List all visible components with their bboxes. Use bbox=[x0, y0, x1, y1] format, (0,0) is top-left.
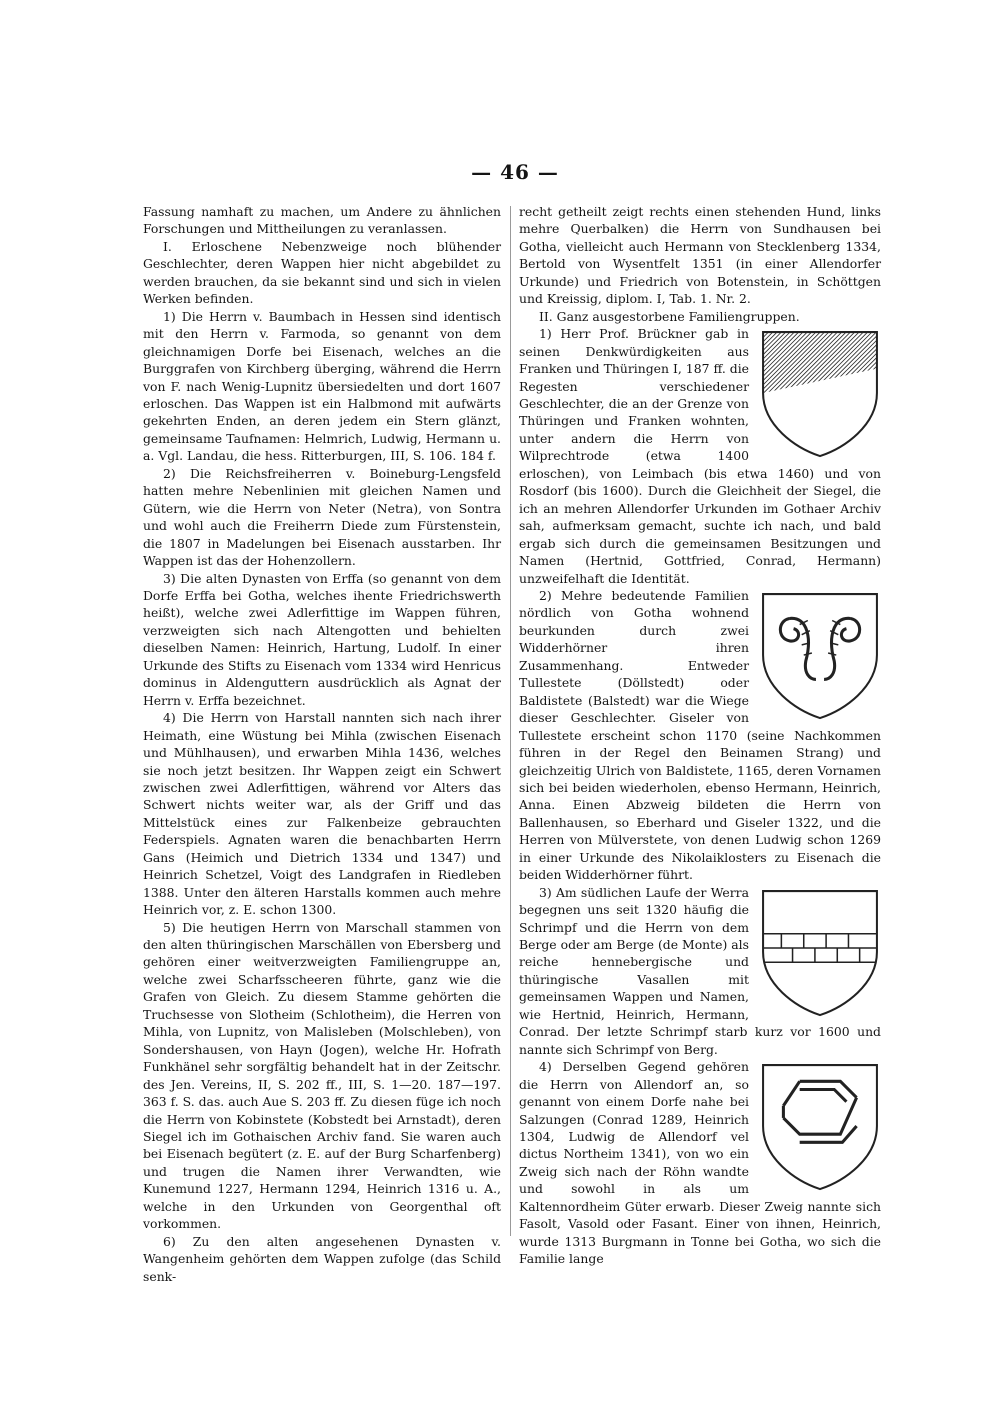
paragraph: 1) Die Herrn v. Baumbach in Hessen sind identisch mit den Herrn v. Farmoda, so genannt von dem gleichnamigen Dorfe bei Eisenach, welches an die Burggrafen von Kirchberg überging, während die Herrn von F. nach Wenig-Lupnitz übersiedelten und dort 1607 erloschen. Das Wappen ist ein Halbmond mit aufwärts gekehrten Enden, an deren jedem ein Stern glänzt, gemeinsame Taufnamen: Helmrich, Ludwig, Hermann u. a. Vgl. Landau, die hess. Ritterburgen, III, S. 106. 184 f. bbox=[143, 308, 501, 464]
right-column bbox=[519, 203, 881, 1268]
wall-shield-icon bbox=[759, 887, 881, 1019]
paragraph: 3) Die alten Dynasten von Erffa (so genannt von dem Dorfe Erffa bei Gotha, welches ihente Friedrichswerth heißt), welche zwei Adlerfittige im Wappen führen, verzweigten sich nach Altengotten und behielten dieselben Namen: Heinrich, Hartung, Ludolf. In einer Urkunde des Stifts zu Eisenach vom 1334 wird Henricus dominus in Aldenguttern ausdrücklich als Agnat der Herrn v. Erffa bezeichnet. bbox=[143, 570, 501, 708]
paragraph: 6) Zu den alten angesehenen Dynasten v. Wangenheim gehörten dem Wappen zufolge (das Schild senk- bbox=[143, 1233, 501, 1284]
column-divider bbox=[510, 206, 511, 1236]
bracket-shield-icon bbox=[759, 1061, 881, 1193]
paragraph: 4) Derselben Gegend gehören die Herrn von Allendorf an, so genannt von einem Dorfe nahe bei Salzungen (Conrad 1289, Heinrich 1304, Ludwig de Allendorf vel dictus Northeim 1341), von wo ein Zweig sich nach der Röhn wandte und sowohl in als um Kaltennordheim Güter erwarb. Dieser Zweig nannte sich Fasolt, Vasold oder Fasant. Einer von ihnen, Heinrich, wurde 1313 Burgmann in Tonne bei Gotha, wo sich die Familie lange bbox=[519, 1059, 881, 1267]
ram-horns-shield-icon bbox=[759, 590, 881, 722]
paragraph: recht getheilt zeigt rechts einen stehenden Hund, links mehre Querbalken) die Herrn von Sundhausen bei Gotha, vielleicht auch Hermann von Stecklenberg 1334, Bertold von Wysentfelt 1351 (in einer Allendorfer Urkunde) und Friedrich von Botenstein, in Schöttgen und Kreissig, diplom. I, Tab. 1. Nr. 2. bbox=[519, 204, 881, 307]
left-column bbox=[143, 203, 501, 1285]
section-heading: II. Ganz ausgestorbene Familiengruppen. bbox=[539, 308, 800, 324]
diagonal-hatched-shield-icon bbox=[759, 328, 881, 460]
paragraph: 5) Die heutigen Herrn von Marschall stammen von den alten thüringischen Marschällen von Ebersberg und gehören einer weitverzweigten Familiengruppe an, welche zwei Scharfsscheeren führte, ganz wie die Grafen von Gleich. Zu diesem Stamme gehörten die Truchsesse von Slotheim (Schlotheim), die Herren von Mihla, von Lupnitz, von Malisleben (Molschleben), von Sondershausen, von Hayn (Jogen), welche Hr. Hofrath Funkhänel sehr sorgfältig behandelt hat in der Zeitschr. des Jen. Vereins, II, S. 202 ff., III, S. 1—20. 187—197. 363 f. S. das. auch Aue S. 203 ff. Zu diesen füge ich noch die Herrn von Kobinstete (Kobstedt bei Arnstadt), deren Siegel ich im Gothaischen Archiv fand. Sie waren auch bei Eisenach begütert (z. E. auf der Burg Scharfenberg) und trugen die Namen ihrer Verwandten, wie Kunemund 1227, Hermann 1294, Heinrich 1316 u. A., welche in den Urkunden von Georgenthal oft vorkommen. bbox=[143, 919, 501, 1232]
paragraph: 1) Herr Prof. Brückner gab in seinen Denkwürdigkeiten aus Franken und Thüringen I, 187 ff. die Regesten verschiedener Geschlechter, die an der Grenze von Thüringen und Franken wohnten, unter andern die Herrn von Wilprechtrode (etwa 1400 erloschen), von Leimbach (bis etwa 1460) und von Rosdorf (bis 1600). Durch die Gleichheit der Siegel, die ich an mehren Allendorfer Urkunden im Gothaer Archiv sah, aufmerksam gemacht, suchte ich nach, und bald ergab sich durch die gemeinsamen Besitzungen und Namen (Hertnid, Gottfried, Conrad, Hermann) unzweifelhaft die Identität. bbox=[519, 326, 881, 586]
paragraph: 2) Mehre bedeutende Familien nördlich von Gotha wohnend beurkunden durch zwei Widderhörner ihren Zusammenhang. Entweder Tullestete (Döllstedt) oder Baldistete (Balstedt) war die Wiege dieser Geschlechter. Giseler von Tullestete erscheint schon 1170 (seine Nachkommen führen in der Regel den Beinamen Strang) und gleichzeitig Ulrich von Baldistete, 1165, deren Vornamen sich bei beiden wiederholen, ebenso Hermann, Heinrich, Anna. Einen Abzweig bildeten die Herrn von Ballenhausen, so Eberhard und Giseler 1322, und die Herren von Mülverstete, von denen Ludwig schon 1269 in einer Urkunde des Nikolaiklosters zu Eisenach die beiden Widderhörner führt. bbox=[519, 587, 881, 883]
paragraph: 3) Am südlichen Laufe der Werra begegnen uns seit 1320 häufig die Schrimpf und die Herrn von dem Berge oder am Berge (de Monte) als reiche hennebergische und thüringische Vasallen mit gemeinsamen Wappen und Namen, wie Hertnid, Heinrich, Hermann, Conrad. Der letzte Schrimpf starb kurz vor 1600 und nannte sich Schrimpf von Berg. bbox=[519, 884, 881, 1057]
section-heading: I. Erloschene Nebenzweige noch blühender Geschlechter, deren Wappen hier nicht abgebildet zu werden brauchen, da sie bekannt sind und sich in vielen Werken befinden. bbox=[143, 238, 501, 307]
page-number: — 46 — bbox=[471, 160, 559, 184]
paragraph: 2) Die Reichsfreiherren v. Boineburg-Lengsfeld hatten mehre Nebenlinien mit gleichen Namen und Gütern, wie die Herrn von Neter (Netra), von Sontra und wohl auch die Freiherrn Diede zum Fürstenstein, die 1807 in Madelungen bei Eisenach ausstarben. Ihr Wappen ist das der Hohenzollern. bbox=[143, 465, 501, 569]
paragraph: Fassung namhaft zu machen, um Andere zu ähnlichen Forschungen und Mittheilungen zu veranlassen. bbox=[143, 204, 501, 237]
paragraph: 4) Die Herrn von Harstall nannten sich nach ihrer Heimath, eine Wüstung bei Mihla (zwischen Eisenach und Mühlhausen), und erwarben Mihla 1436, welches sie noch jetzt besitzen. Ihr Wappen zeigt ein Schwert zwischen zwei Adlerfittigen, während vor Alters das Schwert nichts weiter war, als der Griff und das Mittelstück eines zur Falkenbeize gebrauchten Federspiels. Agnaten waren die benachbarten Herrn Gans (Heimich und Dietrich 1334 und 1347) und Heinrich Schetzel, Voigt des Landgrafen in Riedleben 1388. Unter den älteren Harstalls kommen auch mehre Heinrich vor, z. E. schon 1300. bbox=[143, 710, 501, 918]
